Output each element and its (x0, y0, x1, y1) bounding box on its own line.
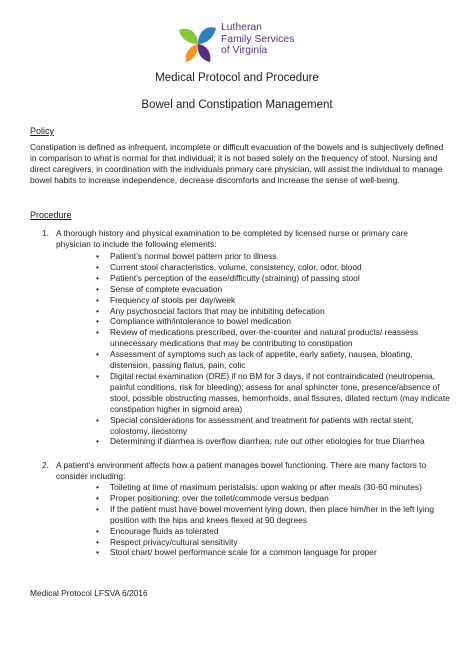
logo-text (221, 22, 294, 57)
procedure-heading: Procedure (30, 210, 72, 220)
document-subtitle: Bowel and Constipation Management (141, 99, 333, 111)
bullet-dot-icon: • (96, 294, 99, 305)
page-footer: Medical Protocol LFSVA 6/2016 (30, 588, 148, 598)
bullet-item: • Encourage fluids as tolerated (96, 525, 219, 536)
bullet-item: • Patient’s perception of the ease/difficulty (straining) of passing stool (96, 272, 360, 283)
procedure-item-number: 2. (42, 460, 49, 470)
bullet-dot-icon: • (96, 327, 99, 338)
bullet-dot-icon: • (96, 305, 99, 316)
bullet-dot-icon: • (96, 503, 99, 514)
bullet-item: • Sense of complete evacuation (96, 283, 223, 294)
bullet-dot-icon: • (96, 272, 99, 283)
policy-paragraph: Constipation is defined as infrequent, incomplete or difficult evacuation of the bowels and is subjectively defined in comparison to what is normal for that individual; it is not based solely on the frequency of stool. Nursing and direct caregivers, in coordination with the individuals primary care physician, will assist the individual to manage bowel habits to increase independence, decrease discomforts and increase the sense of well-being. (30, 142, 444, 185)
procedure-item-number: 1. (42, 228, 49, 238)
bullet-item: • Patient’s normal bowel pattern prior to illness (96, 251, 277, 261)
procedure-item-text: A patient’s environment affects how a patient manages bowel functioning. There are many factors to consider including: (56, 460, 427, 481)
bullet-dot-icon: • (96, 283, 99, 294)
bullet-dot-icon: • (96, 349, 99, 360)
bullet-item: • Toileting at time of maximum peristalsis: upon waking or after meals (30-60 minutes) (96, 482, 422, 492)
bullet-dot-icon: • (96, 261, 99, 272)
procedure-item-1-bullets (96, 251, 452, 447)
bullet-item: • Current stool characteristics, volume, consistency, color, odor, blood (96, 261, 362, 272)
bullet-dot-icon: • (96, 482, 99, 492)
bullet-dot-icon: • (96, 436, 99, 447)
bullet-dot-icon: • (96, 251, 99, 261)
organization-logo (176, 20, 336, 80)
procedure-item-2-bullets (96, 482, 452, 558)
bullet-item: • Stool chart/ bowel performance scale for a common language for proper (96, 547, 377, 558)
logo-line-3: of Virginia (221, 45, 268, 56)
logo-mark-icon (176, 22, 218, 66)
bullet-item: • Compliance with/intolerance to bowel medication (96, 316, 292, 327)
bullet-dot-icon: • (96, 370, 99, 381)
bullet-item: • Proper positioning: over the toilet/commode versus bedpan (96, 492, 329, 503)
bullet-dot-icon: • (96, 536, 99, 547)
bullet-item: • Frequency of stools per day/week (96, 294, 236, 305)
bullet-dot-icon: • (96, 316, 99, 327)
bullet-item: • Special considerations for assessment and treatment for patients with rectal stent, colostomy, ileostomy (96, 414, 414, 436)
bullet-item: • If the patient must have bowel movement lying down, then place him/her in the left lying position with the hips and knees flexed at 90 degrees (96, 503, 435, 525)
bullet-item: • Digital rectal examination (DRE) if no BM for 3 days, if not contraindicated (neutropenia, painful conditions, risk for bleeding); assess for anal sphincter tone, presence/absence of stool, possible obstructing masses, hemorrhoids, anal fissures, dilated rectum (may indicate constipation higher in sigmoid area) (96, 370, 450, 414)
policy-heading: Policy (30, 126, 55, 136)
bullet-item: • Assessment of symptoms such as lack of appetite, early satiety, nausea, bloating, distension, passing flatus, pain, colic (96, 349, 413, 371)
bullet-dot-icon: • (96, 414, 99, 425)
document-title: Medical Protocol and Procedure (155, 72, 319, 84)
bullet-item: • Review of medications prescribed, over-the-counter and natural products/ reassess unnecessary medications that may be contributing to constipation (96, 327, 419, 349)
bullet-item: • Any psychosocial factors that may be inhibiting defecation (96, 305, 325, 316)
bullet-item: • Respect privacy/cultural sensitivity (96, 536, 238, 547)
procedure-item-text: A thorough history and physical examination to be completed by licensed nurse or primary care physician to include the following elements: (56, 228, 408, 249)
bullet-item: • Determining if diarrhea is overflow diarrhea; rule out other etiologies for true Diarrhea (96, 436, 425, 447)
bullet-dot-icon: • (96, 547, 99, 558)
bullet-dot-icon: • (96, 525, 99, 536)
logo-line-2: Family Services (221, 33, 295, 45)
logo-line-1: Lutheran (221, 22, 263, 33)
bullet-dot-icon: • (96, 492, 99, 503)
